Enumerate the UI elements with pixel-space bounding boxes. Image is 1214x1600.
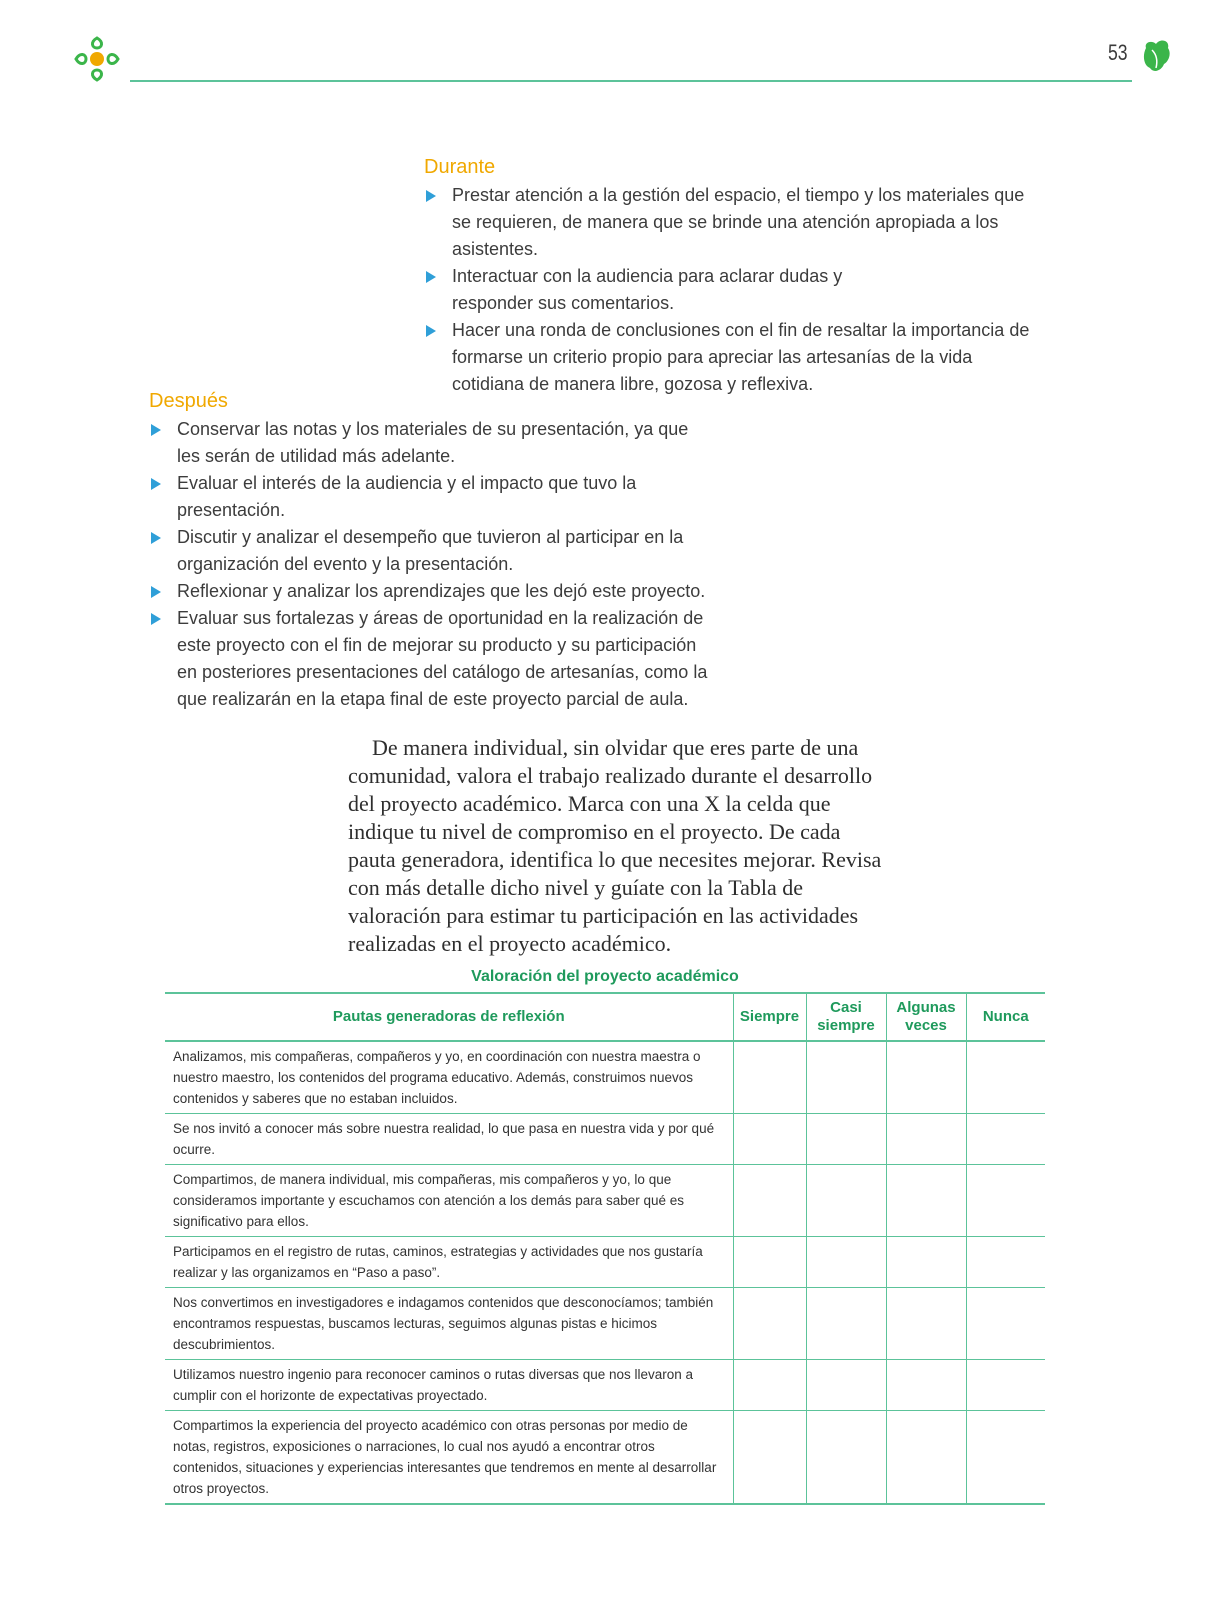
casi-siempre-cell[interactable] [806, 1360, 886, 1411]
nunca-cell[interactable] [966, 1237, 1045, 1288]
siempre-cell[interactable] [733, 1114, 806, 1165]
casi-siempre-cell[interactable] [806, 1165, 886, 1237]
durante-list [424, 182, 1044, 398]
valoracion-table [165, 992, 1045, 1505]
algunas-veces-cell[interactable] [886, 1360, 966, 1411]
siempre-cell[interactable] [733, 1041, 806, 1114]
siempre-cell[interactable] [733, 1411, 806, 1505]
list-item: Prestar atención a la gestión del espacio, el tiempo y los materiales que se requieren, de manera que se brinde una atención apropiada a los asistentes. [424, 182, 1044, 263]
list-item: Hacer una ronda de conclusiones con el fin de resaltar la importancia de formarse un criterio propio para apreciar las artesanías de la vida cotidiana de manera libre, gozosa y reflexiva. [424, 317, 1044, 398]
nunca-cell[interactable] [966, 1041, 1045, 1114]
pauta-cell: Analizamos, mis compañeras, compañeros y yo, en coordinación con nuestra maestra o nuestro maestro, los contenidos del programa educativo. Además, construimos nuevos contenidos y saberes que no estaban incluidos. [165, 1041, 733, 1114]
nunca-cell[interactable] [966, 1411, 1045, 1505]
header-nunca: Nunca [966, 993, 1045, 1041]
table-row [165, 1237, 1045, 1288]
despues-list [149, 416, 739, 713]
casi-siempre-cell[interactable] [806, 1237, 886, 1288]
list-item: Evaluar sus fortalezas y áreas de oportunidad en la realización de este proyecto con el fin de mejorar su producto y su participación en posteriores presentaciones del catálogo de artesanías, como la que realizarán en la etapa final de este proyecto parcial de aula. [149, 605, 739, 713]
nunca-cell[interactable] [966, 1114, 1045, 1165]
table-row [165, 1041, 1045, 1114]
page-header [0, 0, 1214, 90]
casi-siempre-cell[interactable] [806, 1288, 886, 1360]
table-row [165, 1411, 1045, 1505]
siempre-cell[interactable] [733, 1288, 806, 1360]
header-rule [130, 80, 1132, 82]
siempre-cell[interactable] [733, 1237, 806, 1288]
bullet-arrow-icon [151, 586, 161, 598]
instructions-paragraph: De manera individual, sin olvidar que eres parte de una comunidad, valora el trabajo realizado durante el desarrollo del proyecto académico. Marca con una X la celda que indique tu nivel de compromiso en el proyecto. De cada pauta generadora, identifica lo que necesites mejorar. Revisa con más detalle dicho nivel y guíate con la Tabla de valoración para estimar tu participación en las actividades realizadas en el proyecto académico. [348, 735, 882, 956]
despues-title: Después [149, 390, 228, 412]
bullet-arrow-icon [426, 325, 436, 337]
pauta-cell: Compartimos, de manera individual, mis compañeras, mis compañeros y yo, lo que consideramos importante y escuchamos con atención a los demás para saber qué es significativo para ellos. [165, 1165, 733, 1237]
table-header-row [165, 993, 1045, 1041]
table-row [165, 1165, 1045, 1237]
bullet-arrow-icon [426, 271, 436, 283]
algunas-veces-cell[interactable] [886, 1237, 966, 1288]
algunas-veces-cell[interactable] [886, 1288, 966, 1360]
list-item: Conservar las notas y los materiales de su presentación, ya que les serán de utilidad más adelante. [149, 416, 739, 470]
durante-title: Durante [424, 156, 496, 178]
bullet-arrow-icon [151, 613, 161, 625]
siempre-cell[interactable] [733, 1165, 806, 1237]
table-row [165, 1360, 1045, 1411]
bullet-arrow-icon [151, 478, 161, 490]
pauta-cell: Compartimos la experiencia del proyecto académico con otras personas por medio de notas, registros, exposiciones o narraciones, lo cual nos ayudó a encontrar otros contenidos, situaciones y experiencias interesantes que tendremos en mente al desarrollar otros proyectos. [165, 1411, 733, 1505]
pauta-cell: Participamos en el registro de rutas, caminos, estrategias y actividades que nos gustaría realizar y las organizamos en “Paso a paso”. [165, 1237, 733, 1288]
casi-siempre-cell[interactable] [806, 1041, 886, 1114]
header-algunas-veces: Algunas veces [886, 993, 966, 1041]
algunas-veces-cell[interactable] [886, 1411, 966, 1505]
siempre-cell[interactable] [733, 1360, 806, 1411]
table-row [165, 1288, 1045, 1360]
header-siempre: Siempre [733, 993, 806, 1041]
algunas-veces-cell[interactable] [886, 1041, 966, 1114]
flower-logo-icon [72, 34, 122, 84]
bullet-arrow-icon [151, 424, 161, 436]
bullet-arrow-icon [426, 190, 436, 202]
list-item: Reflexionar y analizar los aprendizajes que les dejó este proyecto. [149, 578, 739, 605]
list-item: Discutir y analizar el desempeño que tuvieron al participar en la organización del evento y la presentación. [149, 524, 739, 578]
table-title: Valoración del proyecto académico [471, 968, 739, 985]
header-casi-siempre: Casi siempre [806, 993, 886, 1041]
pauta-cell: Se nos invitó a conocer más sobre nuestra realidad, lo que pasa en nuestra vida y por qué ocurre. [165, 1114, 733, 1165]
table-row [165, 1114, 1045, 1165]
algunas-veces-cell[interactable] [886, 1114, 966, 1165]
nunca-cell[interactable] [966, 1165, 1045, 1237]
casi-siempre-cell[interactable] [806, 1114, 886, 1165]
algunas-veces-cell[interactable] [886, 1165, 966, 1237]
pauta-cell: Nos convertimos en investigadores e indagamos contenidos que desconocíamos; también encontramos respuestas, buscamos lecturas, seguimos algunas pistas e hicimos descubrimientos. [165, 1288, 733, 1360]
pauta-cell: Utilizamos nuestro ingenio para reconocer caminos o rutas diversas que nos llevaron a cumplir con el horizonte de expectativas proyectado. [165, 1360, 733, 1411]
nunca-cell[interactable] [966, 1288, 1045, 1360]
nunca-cell[interactable] [966, 1360, 1045, 1411]
list-item: Interactuar con la audiencia para aclarar dudas y responder sus comentarios. [424, 263, 1044, 317]
leaf-icon [1142, 38, 1172, 78]
casi-siempre-cell[interactable] [806, 1411, 886, 1505]
list-item: Evaluar el interés de la audiencia y el impacto que tuvo la presentación. [149, 470, 739, 524]
bullet-arrow-icon [151, 532, 161, 544]
page-number: 53 [1108, 40, 1128, 65]
header-pautas: Pautas generadoras de reflexión [165, 993, 733, 1041]
